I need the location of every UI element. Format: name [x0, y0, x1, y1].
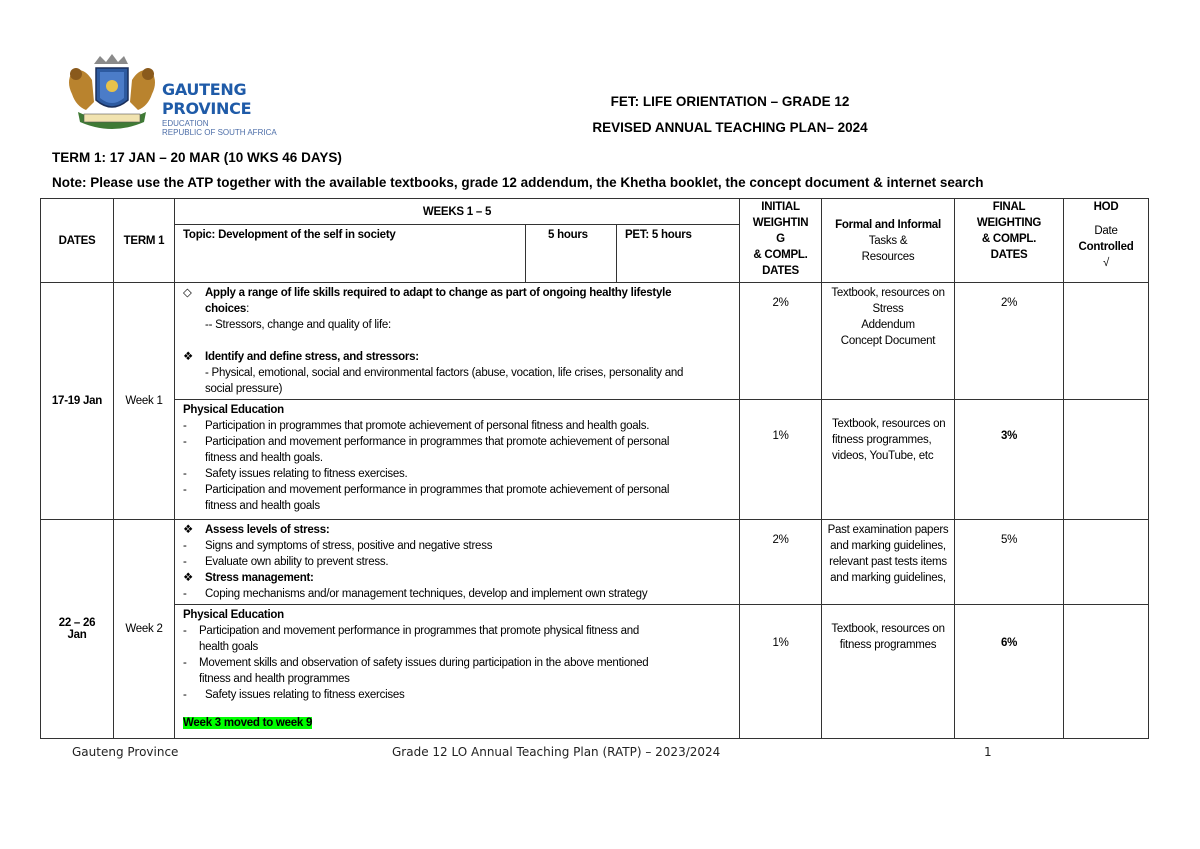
- week3-moved-highlight: Week 3 moved to week 9: [183, 717, 313, 729]
- week1-initial-weighting: 2%: [740, 283, 822, 400]
- week1-pe-row: [41, 400, 1149, 520]
- week2-pe-hod-cell: [1064, 605, 1149, 739]
- week2-pe-row: [41, 605, 1149, 739]
- header-term: TERM 1: [114, 199, 175, 283]
- header-dates: DATES: [41, 199, 114, 283]
- week2-stress-content: ❖ Assess levels of stress: - Signs and symptoms of stress, positive and negative stress - Evaluate own ability to prevent stress. ❖ Stress management: - Coping mechanisms and/or management techniques, develop and implement own strategy: [175, 520, 740, 605]
- term-heading: TERM 1: 17 JAN – 20 MAR (10 WKS 46 DAYS): [52, 150, 342, 165]
- diamond-bullet-icon: ❖: [183, 351, 194, 363]
- week1-pe-initial-weighting: 1%: [740, 400, 822, 520]
- diamond-bullet-icon: ❖: [183, 524, 194, 536]
- week1-pe-hod-cell: [1064, 400, 1149, 520]
- week2-pe-final-weighting: 6%: [955, 605, 1064, 739]
- document-subtitle: REVISED ANNUAL TEACHING PLAN– 2024: [592, 120, 868, 135]
- page-number: 1: [984, 745, 992, 759]
- diamond-bullet-icon: ◇: [183, 287, 192, 299]
- header-initial-weighting: INITIAL WEIGHTIN G & COMPL. DATES: [740, 199, 822, 283]
- week1-life-skills-content: ◇ Apply a range of life skills required to adapt to change as part of ongoing healthy lifestyle choices: -- Stressors, change and quality of life: ❖ Identify and define stress, and stressors: - Physical, emotional, social and environmental factors (abuse, vocation, life crises, personality and social pressure): [175, 283, 740, 400]
- header-hod: HOD Date Controlled √: [1064, 199, 1149, 283]
- header-formal-informal: Formal and Informal Tasks & Resources: [822, 199, 955, 283]
- week1-pe-final-weighting: 3%: [955, 400, 1064, 520]
- footer-center: Grade 12 LO Annual Teaching Plan (RATP) – 2023/2024: [392, 745, 721, 759]
- logo-subtitle-republic: REPUBLIC OF SOUTH AFRICA: [162, 128, 277, 137]
- logo-subtitle-education: EDUCATION: [162, 119, 209, 128]
- coat-of-arms-icon: [58, 52, 158, 136]
- week2-resources: Past examination papers and marking guidelines, relevant past tests items and marking guidelines,: [822, 520, 955, 605]
- teaching-plan-table: [40, 198, 1149, 739]
- footer-left: Gauteng Province: [72, 745, 179, 759]
- week2-pe-resources: Textbook, resources on fitness programmes: [822, 605, 955, 739]
- week1-label: Week 1: [114, 283, 175, 520]
- week1-hod-cell: [1064, 283, 1149, 400]
- header-final-weighting: FINAL WEIGHTING & COMPL. DATES: [955, 199, 1064, 283]
- gauteng-logo: [58, 52, 310, 136]
- header-weeks: WEEKS 1 – 5: [175, 199, 740, 225]
- week2-pe-content: Physical Education - Participation and movement performance in programmes that promote physical fitness and health goals - Movement skills and observation of safety issues during participation in the above mentioned fitness and health programmes - Safety issues relating to fitness exercises Week 3 moved to week 9: [175, 605, 740, 739]
- week2-initial-weighting: 2%: [740, 520, 822, 605]
- diamond-bullet-icon: ❖: [183, 572, 194, 584]
- week1-final-weighting: 2%: [955, 283, 1064, 400]
- week2-stress-row: [41, 520, 1149, 605]
- week2-final-weighting: 5%: [955, 520, 1064, 605]
- week1-dates: 17-19 Jan: [41, 283, 114, 520]
- week2-dates: 22 – 26 Jan: [41, 520, 114, 739]
- week1-pe-resources: Textbook, resources on fitness programmes, videos, YouTube, etc: [822, 400, 955, 520]
- header-pet-hours: PET: 5 hours: [617, 225, 740, 283]
- document-title: FET: LIFE ORIENTATION – GRADE 12: [610, 94, 850, 109]
- week2-label: Week 2: [114, 520, 175, 739]
- week1-pe-content: Physical Education - Participation in programmes that promote achievement of personal fitness and health goals. - Participation and movement performance in programmes that promote achievement of personal fitness and health goals. - Safety issues relating to fitness exercises. - Participation and movement performance in programmes that promote achievement of personal fitness and health goals: [175, 400, 740, 520]
- week1-life-skills-row: [41, 283, 1149, 400]
- header-hours: 5 hours: [526, 225, 617, 283]
- logo-title: GAUTENG PROVINCE: [162, 80, 252, 118]
- usage-note: Note: Please use the ATP together with the available textbooks, grade 12 addendum, the Khetha booklet, the concept document & internet search: [52, 175, 984, 190]
- week2-pe-initial-weighting: 1%: [740, 605, 822, 739]
- week1-resources: Textbook, resources on Stress Addendum Concept Document: [822, 283, 955, 400]
- header-topic: Topic: Development of the self in society: [175, 225, 526, 283]
- week2-hod-cell: [1064, 520, 1149, 605]
